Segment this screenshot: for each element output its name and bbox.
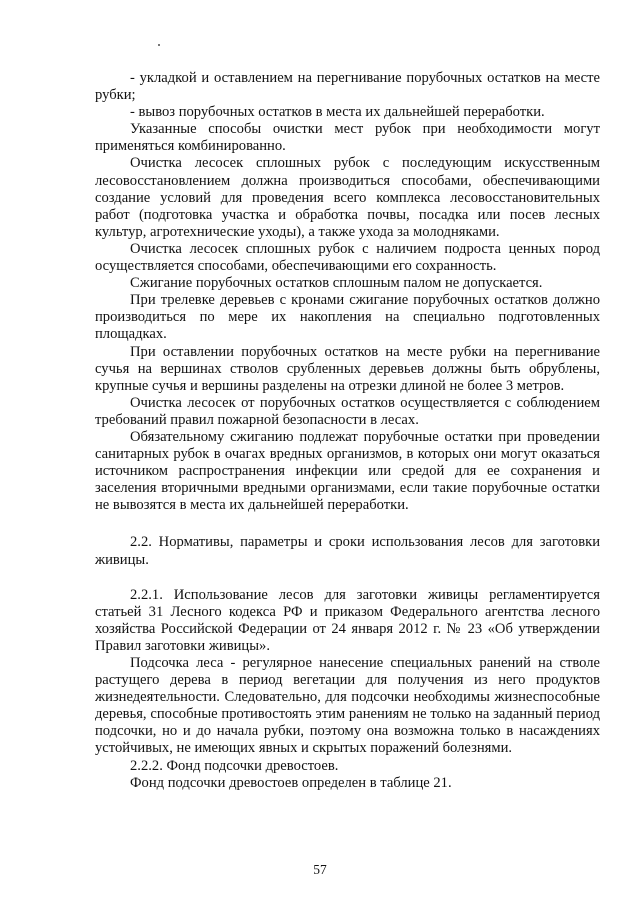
paragraph-bullet-1: - укладкой и оставлением на перегнивание порубочных остатков на месте рубки; (95, 70, 600, 104)
paragraph: Сжигание порубочных остатков сплошным палом не допускается. (130, 275, 543, 292)
paragraph: При трелевке деревьев с кронами сжигание порубочных остатков должно производиться по мере их накопления на специально подготовленных площадках. (95, 292, 600, 343)
scan-speck (158, 44, 160, 46)
paragraph: Обязательному сжиганию подлежат порубочные остатки при проведении санитарных рубок в очагах вредных организмов, в которых они могут оказаться источником распространения инфекции или средой для ее сохранения и заселения вторичными вредными организмами, если такие порубочные остатки не вывозятся в места их дальнейшей переработки. (95, 428, 600, 514)
paragraph: 2.2.1. Использование лесов для заготовки живицы регламентируется статьей 31 Лесного кодекса РФ и приказом Федерального агентства лесного хозяйства Российской Федерации от 24 января 2012 г. № 23 «Об утверждении Правил заготовки живицы». (95, 586, 600, 654)
page-number: 57 (313, 862, 327, 877)
document-body (95, 70, 600, 792)
paragraph: Подсочка леса - регулярное нанесение специальных ранений на стволе растущего дерева в период вегетации для получения из него продуктов жизнедеятельности. Следовательно, для подсочки необходимы жизнеспособные деревья, способные противостоять этим ранениям не только на заданный период подсочки, но и до начала рубки, поэтому она возможна только в насаждениях устойчивых, не имеющих явных и скрытых поражений болезнями. (95, 655, 600, 757)
paragraph: Фонд подсочки древостоев определен в таблице 21. (130, 774, 452, 791)
paragraph: При оставлении порубочных остатков на месте рубки на перегнивание сучья на вершинах стволов срубленных деревьев должны быть обрублены, крупные сучья и вершины разделены на отрезки длиной не более 3 метров. (95, 343, 600, 394)
paragraph: Очистка лесосек сплошных рубок с последующим искусственным лесовосстановлением должна производиться способами, обеспечивающими создание условий для проведения всего комплекса лесовосстановительных работ (подготовка участка и обработка почвы, посадка или посев лесных культур, агротехнические уходы), а также ухода за молодняками. (95, 155, 600, 240)
paragraph-bullet-2: - вывоз порубочных остатков в места их дальнейшей переработки. (130, 104, 545, 121)
section-heading: 2.2. Нормативы, параметры и сроки использования лесов для заготовки живицы. (95, 534, 600, 568)
paragraph: Очистка лесосек сплошных рубок с наличием подроста ценных пород осуществляется способами, обеспечивающими его сохранность. (95, 240, 600, 275)
paragraph: Очистка лесосек от порубочных остатков осуществляется с соблюдением требований правил пожарной безопасности в лесах. (95, 394, 600, 428)
subsection-heading: 2.2.2. Фонд подсочки древостоев. (130, 757, 339, 774)
paragraph: Указанные способы очистки мест рубок при необходимости могут применяться комбинированно. (95, 121, 600, 155)
